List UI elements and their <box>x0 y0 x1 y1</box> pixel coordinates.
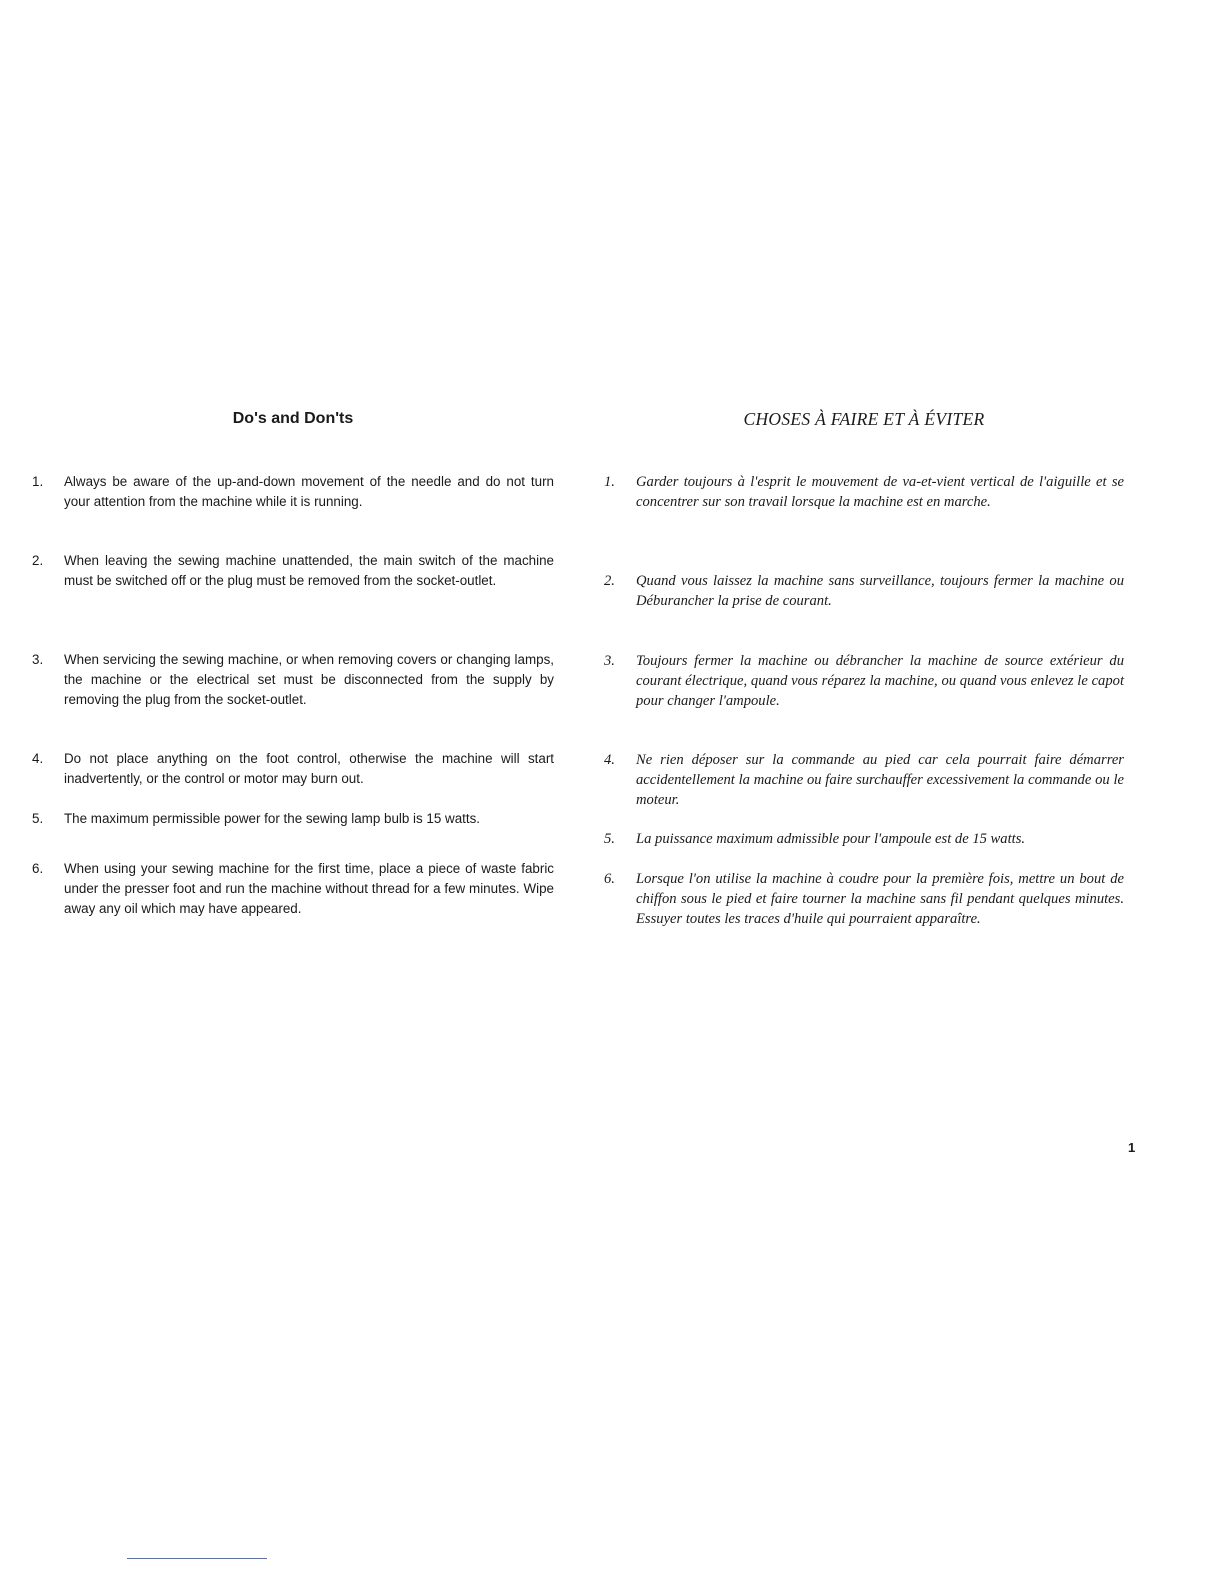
french-heading: CHOSES À FAIRE ET À ÉVITER <box>743 409 985 429</box>
item-number: 3. <box>32 652 44 667</box>
english-item-3 <box>32 650 554 710</box>
english-item-4 <box>32 749 554 789</box>
item-text: Lorsque l'on utilise la machine à coudre pour la première fois, mettre un bout de chiffon sous le pied et faire tourner la machine sans fil pendant quelques minutes. Essuyer toutes les traces d'huile qui pourraient apparaître. <box>636 871 1124 927</box>
item-text: Quand vous laissez la machine sans surveillance, toujours fermer la machine ou Déburancher la prise de courant. <box>636 573 1124 609</box>
item-text: When servicing the sewing machine, or when removing covers or changing lamps, the machine or the electrical set must be disconnected from the supply by removing the plug from the socket-outlet. <box>64 652 554 707</box>
french-item-2 <box>604 571 1124 611</box>
item-text: The maximum permissible power for the sewing lamp bulb is 15 watts. <box>64 811 481 826</box>
french-item-1 <box>604 472 1124 512</box>
item-text: When leaving the sewing machine unattended, the main switch of the machine must be switched off or the plug must be removed from the socket-outlet. <box>64 553 554 588</box>
item-number: 2. <box>32 553 44 568</box>
english-item-6 <box>32 859 554 919</box>
english-item-1 <box>32 472 554 512</box>
item-number: 6. <box>32 861 44 876</box>
item-text: Ne rien déposer sur la commande au pied car cela pourrait faire démarrer accidentellement la machine ou faire surchauffer excessivement la commande ou le moteur. <box>636 752 1124 808</box>
item-text: La puissance maximum admissible pour l'ampoule est de 15 watts. <box>636 831 1026 847</box>
english-heading: Do's and Don'ts <box>232 410 354 427</box>
item-number: 6. <box>604 871 615 887</box>
french-item-3 <box>604 651 1124 711</box>
item-number: 4. <box>32 751 44 766</box>
english-item-5 <box>32 809 554 829</box>
english-item-2 <box>32 551 554 591</box>
item-number: 4. <box>604 752 615 768</box>
french-item-5 <box>604 829 1124 849</box>
footer-rule <box>127 1558 267 1559</box>
item-number: 5. <box>604 831 615 847</box>
french-item-4 <box>604 750 1124 810</box>
french-item-6 <box>604 869 1124 929</box>
item-number: 5. <box>32 811 44 826</box>
item-text: Garder toujours à l'esprit le mouvement de va-et-vient vertical de l'aiguille et se concentrer sur son travail lorsque la machine est en marche. <box>636 474 1124 510</box>
item-number: 2. <box>604 573 615 589</box>
item-text: Do not place anything on the foot control, otherwise the machine will start inadvertently, or the control or motor may burn out. <box>64 751 554 786</box>
item-text: Toujours fermer la machine ou débrancher la machine de source extérieur du courant électrique, quand vous réparez la machine, ou quand vous enlevez le capot pour changer l'ampoule. <box>636 653 1124 709</box>
item-number: 1. <box>32 474 44 489</box>
item-text: Always be aware of the up-and-down movement of the needle and do not turn your attention from the machine while it is running. <box>64 474 554 509</box>
page-number: 1 <box>1128 1140 1136 1155</box>
item-number: 3. <box>604 653 615 669</box>
item-text: When using your sewing machine for the first time, place a piece of waste fabric under the presser foot and run the machine without thread for a few minutes. Wipe away any oil which may have appeared. <box>64 861 554 916</box>
item-number: 1. <box>604 474 615 490</box>
